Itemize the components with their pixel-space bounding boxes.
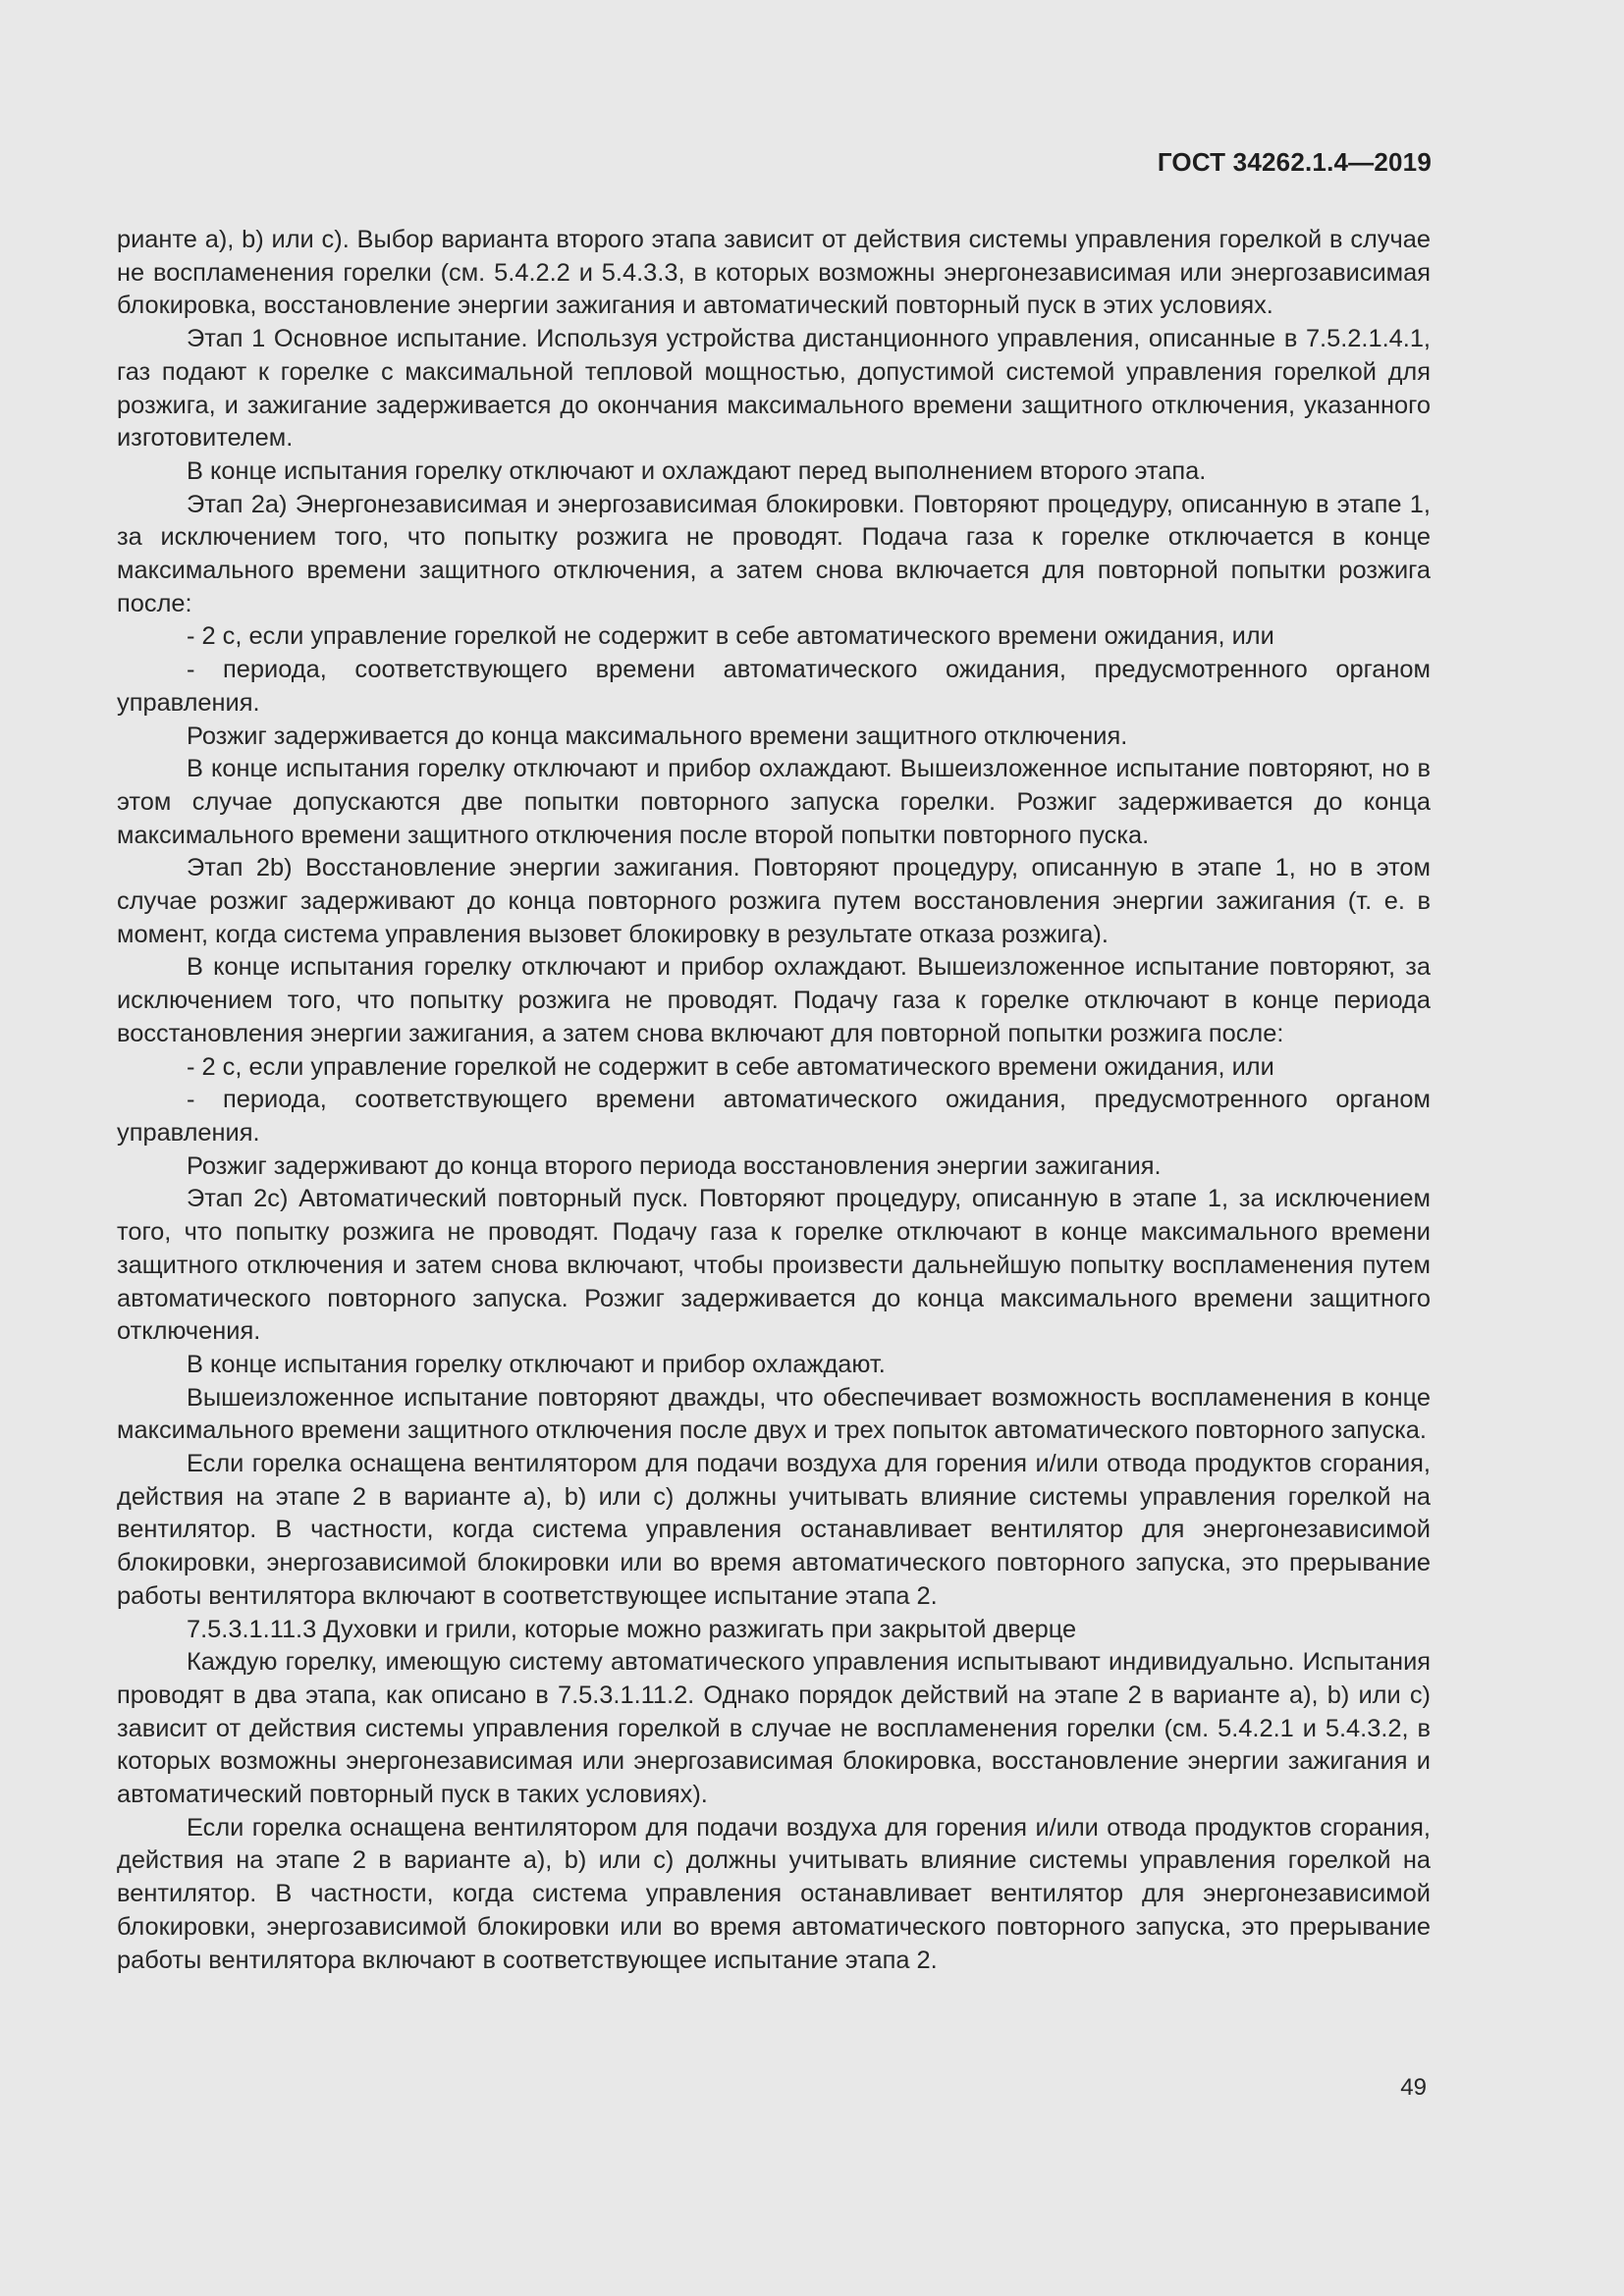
section-heading: 7.5.3.1.11.3 Духовки и грили, которые можно разжигать при закрытой дверце xyxy=(187,1615,1077,1643)
paragraph: Этап 1 Основное испытание. Используя устройства дистанционного управления, описанные в 7.5.2.1.4.1, газ подают к горелке с максимальной тепловой мощностью, допустимой системой управления горелкой для розжига, и зажигание задерживается до окончания максимального времени защитного отключения, указанного изготовителем. xyxy=(117,325,1431,453)
paragraph: Этап 2а) Энергонезависимая и энергозависимая блокировки. Повторяют процедуру, описанную в этапе 1, за исключением того, что попытку розжига не проводят. Подача газа к горелке отключается в конце максимального времени защитного отключения, а затем снова включается для повторной попытки розжига после: xyxy=(117,490,1431,617)
list-item: - 2 с, если управление горелкой не содержит в себе автоматического времени ожидания, или xyxy=(187,622,1274,651)
page-number: 49 xyxy=(1400,2074,1427,2101)
paragraph: Вышеизложенное испытание повторяют дважды, что обеспечивает возможность воспламенения в конце максимального времени защитного отключения после двух и трех попыток автоматического повторного запуска. xyxy=(117,1383,1431,1445)
list-item: - периода, соответствующего времени автоматического ожидания, предусмотренного органом управления. xyxy=(117,1086,1431,1147)
paragraph: В конце испытания горелку отключают и прибор охлаждают. Вышеизложенное испытание повторяют, но в этом случае допускаются две попытки повторного запуска горелки. Розжиг задерживается до конца максимального времени защитного отключения после второй попытки повторного пуска. xyxy=(117,755,1431,849)
paragraph: Если горелка оснащена вентилятором для подачи воздуха для горения и/или отвода продуктов сгорания, действия на этапе 2 в варианте а), b) или с) должны учитывать влияние системы управления горелкой на вентилятор. В частности, когда система управления останавливает вентилятор для энергонезависимой блокировки, энергозависимой блокировки или во время автоматического повторного запуска, это прерывание работы вентилятора включают в соответствующее испытание этапа 2. xyxy=(117,1813,1431,1974)
paragraph: Розжиг задерживают до конца второго периода восстановления энергии зажигания. xyxy=(187,1151,1162,1180)
body-text xyxy=(117,224,1431,1977)
paragraph: Если горелка оснащена вентилятором для подачи воздуха для горения и/или отвода продуктов сгорания, действия на этапе 2 в варианте а), b) или с) должны учитывать влияние системы управления горелкой на вентилятор. В частности, когда система управления останавливает вентилятор для энергонезависимой блокировки, энергозависимой блокировки или во время автоматического повторного запуска, это прерывание работы вентилятора включают в соответствующее испытание этапа 2. xyxy=(117,1450,1431,1610)
paragraph: Розжиг задерживается до конца максимального времени защитного отключения. xyxy=(187,721,1128,750)
paragraph: В конце испытания горелку отключают и прибор охлаждают. Вышеизложенное испытание повторяют, за исключением того, что попытку розжига не проводят. Подачу газа к горелке отключают в конце периода восстановления энергии зажигания, а затем снова включают для повторной попытки розжига после: xyxy=(117,953,1431,1047)
standard-id-header: ГОСТ 34262.1.4—2019 xyxy=(1157,147,1432,177)
paragraph: Каждую горелку, имеющую систему автоматического управления испытывают индивидуально. Испытания проводят в два этапа, как описано в 7.5.3.1.11.2. Однако порядок действий на этапе 2 в варианте а), b) или с) зависит от действия системы управления горелкой в случае не воспламенения горелки (см. 5.4.2.1 и 5.4.3.2, в которых возможны энергонезависимая или энергозависимая блокировка, восстановление энергии зажигания и автоматический повторный пуск в таких условиях). xyxy=(117,1648,1431,1809)
paragraph: рианте а), b) или с). Выбор варианта второго этапа зависит от действия системы управления горелкой в случае не воспламенения горелки (см. 5.4.2.2 и 5.4.3.3, в которых возможны энергонезависимая или энергозависимая блокировка, восстановление энергии зажигания и автоматический повторный пуск в этих условиях. xyxy=(117,226,1431,320)
list-item: - 2 с, если управление горелкой не содержит в себе автоматического времени ожидания, или xyxy=(187,1052,1274,1081)
list-item: - периода, соответствующего времени автоматического ожидания, предусмотренного органом управления. xyxy=(117,656,1431,717)
paragraph: Этап 2b) Восстановление энергии зажигания. Повторяют процедуру, описанную в этапе 1, но в этом случае розжиг задерживают до конца повторного розжига путем восстановления энергии зажигания (т. е. в момент, когда система управления вызовет блокировку в результате отказа розжига). xyxy=(117,854,1431,948)
paragraph: Этап 2с) Автоматический повторный пуск. Повторяют процедуру, описанную в этапе 1, за исключением того, что попытку розжига не проводят. Подачу газа к горелке отключают в конце максимального времени защитного отключения и затем снова включают, чтобы произвести дальнейшую попытку воспламенения путем автоматического повторного запуска. Розжиг задерживается до конца максимального времени защитного отключения. xyxy=(117,1185,1431,1346)
paragraph: В конце испытания горелку отключают и прибор охлаждают. xyxy=(187,1350,886,1378)
paragraph: В конце испытания горелку отключают и охлаждают перед выполнением второго этапа. xyxy=(187,456,1207,485)
